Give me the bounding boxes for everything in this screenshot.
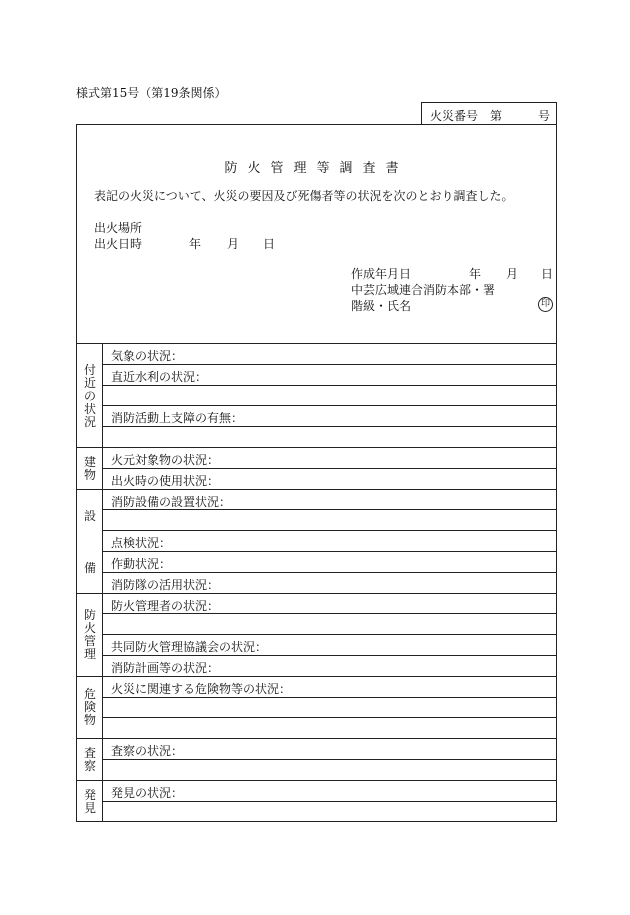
- row-label: 消防計画等の状況：: [111, 661, 220, 675]
- table-row: [103, 531, 556, 552]
- organization: 中芸広域連合消防本部・署: [351, 283, 496, 297]
- fire-date-month: 月: [227, 237, 240, 251]
- table-row: [103, 490, 556, 511]
- category-label-bottom: 備: [83, 560, 96, 575]
- row-label: 火災に関連する危険物等の状況：: [111, 681, 292, 696]
- table-row: [103, 656, 556, 677]
- table-row: [103, 781, 556, 802]
- form-header: [77, 125, 556, 343]
- table-row: [103, 552, 556, 573]
- fire-number-label: 火災番号: [430, 109, 479, 123]
- table-row: [103, 760, 556, 781]
- row-label: 共同防火管理協議会の状況：: [111, 640, 268, 655]
- category-label-top: 設: [83, 508, 96, 523]
- category-label: 付 近 の 状 況: [83, 362, 96, 429]
- category-label: 発 見: [83, 787, 96, 815]
- fire-number-box: [421, 102, 557, 124]
- row-label: 消防隊の活用状況：: [111, 577, 220, 592]
- survey-table: [77, 343, 556, 822]
- category-cell: [77, 490, 103, 594]
- table-row: [103, 677, 556, 698]
- table-row: [103, 510, 556, 531]
- row-label: 防火管理者の状況：: [111, 598, 220, 613]
- table-row: [103, 739, 556, 760]
- category-cell: [77, 594, 103, 677]
- category-cell: [77, 448, 103, 490]
- row-label: 直近水利の状況：: [111, 369, 208, 384]
- table-row: [103, 469, 556, 490]
- table-row: [103, 635, 556, 656]
- fire-date-day: 日: [263, 237, 276, 251]
- form-number: 様式第15号（第19条関係）: [76, 86, 227, 100]
- row-label: 点検状況：: [111, 536, 172, 551]
- row-label: 発見の状況：: [111, 785, 184, 800]
- fire-date-year: 年: [189, 237, 202, 251]
- table-row: [103, 594, 556, 615]
- row-label: 消防活動上支障の有無：: [111, 411, 244, 426]
- category-label: 防 火 管 理: [83, 608, 96, 662]
- category-label: 危 険 物: [83, 687, 96, 728]
- table-row: [103, 344, 556, 365]
- created-date-label: 作成年月日: [351, 267, 412, 281]
- rank-name-label: 階級・氏名: [351, 299, 412, 313]
- table-row: [103, 573, 556, 594]
- table-row: [103, 448, 556, 469]
- table-row: [103, 427, 556, 448]
- category-label: 建 物: [83, 454, 96, 482]
- table-row: [103, 365, 556, 386]
- row-label: 出火時の使用状況：: [111, 473, 220, 488]
- created-date-month: 月: [506, 267, 519, 281]
- form-title: 防火管理等調査書: [224, 161, 409, 176]
- table-row: [103, 698, 556, 719]
- category-label: 査 察: [83, 745, 96, 773]
- created-date-day: 日: [541, 267, 554, 281]
- table-row: [103, 614, 556, 635]
- intro-text: 表記の火災について、火災の要因及び死傷者等の状況を次のとおり調査した。: [94, 189, 514, 203]
- table-row: [103, 406, 556, 427]
- fire-number-go: 号: [538, 109, 551, 123]
- row-label: 火元対象物の状況：: [111, 453, 220, 467]
- row-label: 気象の状況：: [111, 349, 184, 363]
- table-row: [103, 802, 556, 823]
- row-label: 作動状況：: [111, 557, 172, 571]
- created-date-year: 年: [469, 267, 482, 281]
- table-row: [103, 386, 556, 407]
- category-cell: [77, 781, 103, 823]
- seal-icon: 印: [538, 297, 553, 312]
- fire-location-label: 出火場所: [94, 221, 143, 235]
- fire-date-label: 出火日時: [94, 237, 143, 251]
- table-row: [103, 718, 556, 739]
- category-cell: [77, 344, 103, 448]
- row-label: 消防設備の設置状況：: [111, 494, 232, 509]
- fire-number-dai: 第: [490, 109, 503, 123]
- row-label: 査察の状況：: [111, 744, 184, 759]
- category-cell: [77, 739, 103, 781]
- survey-form: [76, 124, 557, 822]
- category-cell: [77, 677, 103, 739]
